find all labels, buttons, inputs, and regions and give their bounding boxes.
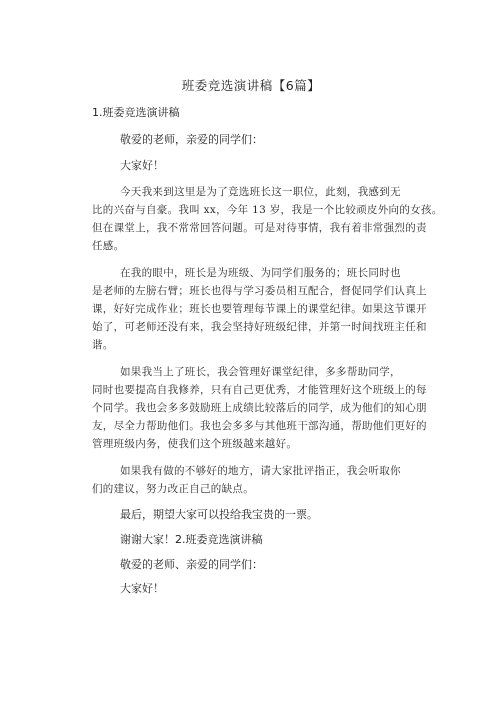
- paragraph-1-line: 比的兴奋与自豪。我叫 xx，今年 13 岁，我是一个比较顽皮外向的女孩。: [92, 204, 443, 216]
- paragraph-4-line: 们的建议，努力改正自己的缺点。: [92, 483, 254, 495]
- paragraph-1-line: 但在课堂上，我不常常回答问题。可是对待事情，我有着非常强烈的责: [92, 222, 427, 234]
- greeting-2: 敬爱的老师、亲爱的同学们：: [120, 558, 263, 571]
- paragraph-2-line: 始了，可老师还没有来，我会坚持好班级纪律，并第一时间找班主任和: [92, 321, 427, 333]
- thanks-and-section-2-heading: 谢谢大家！2.班委竞选演讲稿: [120, 533, 263, 546]
- paragraph-3-line: 友，尽全力帮助他们。我也会多多与其他班干部沟通，帮助他们更好的: [92, 420, 427, 432]
- paragraph-4-line: 如果我有做的不够好的地方，请大家批评指正，我会听取你: [120, 465, 401, 477]
- section-1-heading: 1.班委竞选演讲稿: [92, 106, 180, 119]
- paragraph-3-line: 个同学。我也会多多鼓励班上成绩比较落后的同学，成为他们的知心朋: [92, 402, 427, 414]
- paragraph-2-line: 谐。: [92, 339, 114, 351]
- paragraph-2-line: 是老师的左膀右臂；班长也得与学习委员相互配合，督促同学们认真上: [92, 285, 427, 297]
- hello-1: 大家好！: [120, 159, 164, 172]
- greeting-1: 敬爱的老师，亲爱的同学们：: [120, 133, 263, 146]
- paragraph-3-line: 同时也要提高自我修养，只有自己更优秀，才能管理好这个班级上的每: [92, 384, 427, 396]
- closing-line: 最后，期望大家可以投给我宝贵的一票。: [120, 508, 318, 521]
- paragraph-1-line: 任感。: [92, 240, 125, 252]
- hello-2: 大家好！: [120, 582, 164, 595]
- paragraph-2-line: 课，好好完成作业；班长也要管理每节课上的课堂纪律。如果这节课开: [92, 303, 427, 315]
- paragraph-3-line: 如果我当上了班长，我会管理好课堂纪律，多多帮助同学，: [120, 366, 401, 378]
- document-title: 班委竞选演讲稿【6篇】: [181, 78, 321, 93]
- paragraph-2-line: 在我的眼中，班长是为班级、为同学们服务的；班长同时也: [120, 267, 401, 279]
- paragraph-3-line: 管理班级内务，使我们这个班级越来越好。: [92, 438, 298, 450]
- paragraph-1-line: 今天我来到这里是为了竞选班长这一职位，此刻，我感到无: [120, 186, 401, 198]
